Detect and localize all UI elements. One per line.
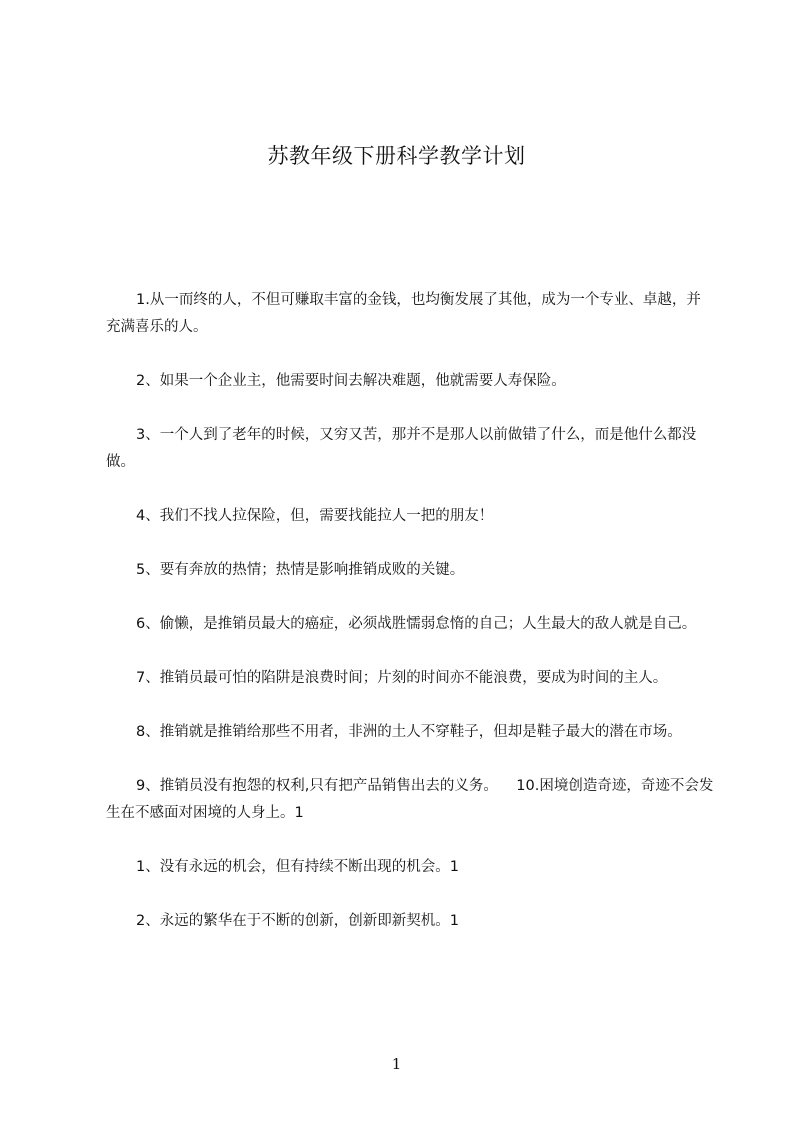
document-title: 苏教年级下册科学教学计划 <box>267 144 526 168</box>
document-body <box>106 287 714 935</box>
page-number: 1 <box>391 1055 402 1073</box>
paragraph-1: 1.从一而终的人，不但可赚取丰富的金钱，也均衡发展了其他，成为一个专业、卓越，并充满喜乐的人。 <box>106 292 701 335</box>
paragraph-2: 2、如果一个企业主，他需要时间去解决难题，他就需要人寿保险。 <box>136 373 566 389</box>
paragraph-10: 1、没有永远的机会，但有持续不断出现的机会。1 <box>136 859 459 875</box>
paragraph-11: 2、永远的繁华在于不断的创新，创新即新契机。1 <box>136 913 459 929</box>
paragraph-9: 9、推销员没有抱怨的权利,只有把产品销售出去的义务。 10.困境创造奇迹，奇迹不会发生在不感面对困境的人身上。1 <box>106 778 714 821</box>
paragraph-3: 3、一个人到了老年的时候，又穷又苦，那并不是那人以前做错了什么，而是他什么都没做。 <box>106 427 697 470</box>
paragraph-7: 7、推销员最可怕的陷阱是浪费时间；片刻的时间亦不能浪费，要成为时间的主人。 <box>136 670 668 686</box>
paragraph-4: 4、我们不找人拉保险，但，需要找能拉人一把的朋友！ <box>136 508 494 524</box>
paragraph-8: 8、推销就是推销给那些不用者，非洲的土人不穿鞋子，但却是鞋子最大的潜在市场。 <box>136 724 682 740</box>
paragraph-5: 5、要有奔放的热情；热情是影响推销成败的关键。 <box>136 562 465 578</box>
paragraph-6: 6、偷懒，是推销员最大的癌症，必须战胜懦弱怠惰的自己；人生最大的敌人就是自己。 <box>136 616 697 632</box>
